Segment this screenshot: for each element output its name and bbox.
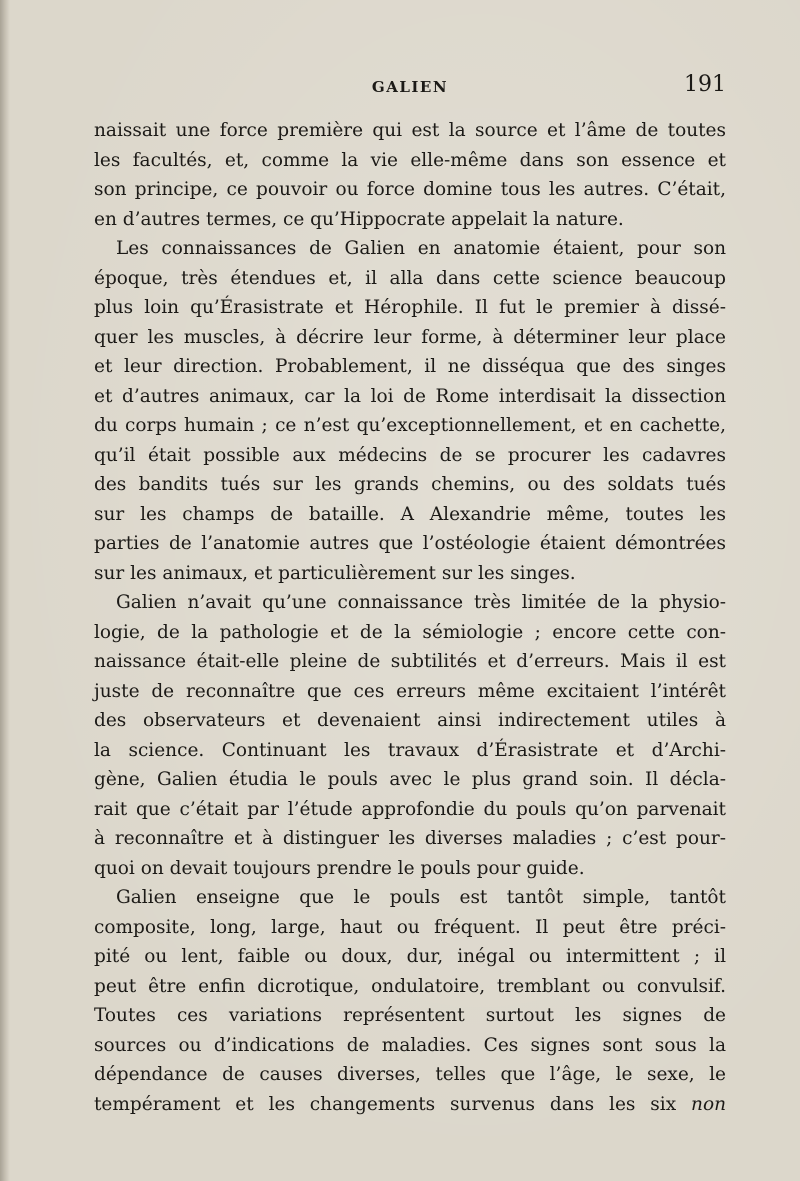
text-line: sur les animaux, et particulièrement sur les singes. <box>94 562 576 584</box>
text-line: et d’autres animaux, car la loi de Rome interdisait la dissection <box>94 385 726 407</box>
text-line: naissance était-elle pleine de subtilités et d’erreurs. Mais il est <box>94 651 726 672</box>
final-line-text: tempérament et les changements survenus dans les six <box>94 1093 677 1115</box>
text-line: Les connaissances de Galien en anatomie étaient, pour son <box>116 238 726 259</box>
text-line: naissait une force première qui est la source et l’âme de toutes <box>94 120 726 141</box>
text-line: époque, très étendues et, il alla dans cette science beaucoup <box>94 267 726 289</box>
text-line: à reconnaître et à distinguer les diverses maladies ; c’est pour- <box>94 828 726 849</box>
text-line: en d’autres termes, ce qu’Hippocrate appelait la nature. <box>94 208 624 230</box>
text-line: juste de reconnaître que ces erreurs même excitaient l’intérêt <box>94 680 726 702</box>
text-line-final <box>94 1090 726 1120</box>
text-line: quoi on devait toujours prendre le pouls pour guide. <box>94 857 585 879</box>
text-line: quer les muscles, à décrire leur forme, à déterminer leur place <box>94 326 726 348</box>
text-line: la science. Continuant les travaux d’Érasistrate et d’Archi- <box>94 739 726 761</box>
body-text <box>94 116 726 1119</box>
text-line: des bandits tués sur les grands chemins, ou des soldats tués <box>94 474 726 495</box>
text-line: Galien enseigne que le pouls est tantôt simple, tantôt <box>116 887 726 908</box>
text-line: rait que c’était par l’étude approfondie du pouls qu’on parvenait <box>94 798 726 820</box>
text-line: sources ou d’indications de maladies. Ces signes sont sous la <box>94 1034 726 1056</box>
text-line: gène, Galien étudia le pouls avec le plus grand soin. Il décla- <box>94 769 726 790</box>
text-line: logie, de la pathologie et de la sémiologie ; encore cette con- <box>94 621 726 643</box>
page-binding-edge <box>0 0 10 1181</box>
text-line: composite, long, large, haut ou fréquent. Il peut être préci- <box>94 916 726 938</box>
page-header <box>94 70 726 104</box>
text-line: plus loin qu’Érasistrate et Hérophile. Il fut le premier à dissé- <box>94 297 726 318</box>
text-line: des observateurs et devenaient ainsi indirectement utiles à <box>94 710 726 731</box>
text-line: Toutes ces variations représentent surtout les signes de <box>94 1005 726 1026</box>
text-line: parties de l’anatomie autres que l’ostéologie étaient démontrées <box>94 533 726 554</box>
text-line: du corps humain ; ce n’est qu’exceptionnellement, et en cachette, <box>94 415 726 436</box>
text-line: sur les champs de bataille. A Alexandrie même, toutes les <box>94 503 726 525</box>
text-line: et leur direction. Probablement, il ne disséqua que des singes <box>94 356 726 377</box>
italic-catchword: non <box>691 1093 726 1115</box>
text-line: peut être enfin dicrotique, ondulatoire, tremblant ou convulsif. <box>94 975 726 997</box>
text-line: qu’il était possible aux médecins de se procurer les cadavres <box>94 444 726 466</box>
text-line: pité ou lent, faible ou doux, dur, inégal ou intermittent ; il <box>94 946 726 967</box>
page-number: 191 <box>684 72 726 97</box>
text-line: les facultés, et, comme la vie elle-même dans son essence et <box>94 149 726 171</box>
text-line: son principe, ce pouvoir ou force domine tous les autres. C’était, <box>94 179 726 200</box>
text-line: Galien n’avait qu’une connaissance très limitée de la physio- <box>116 592 726 613</box>
running-title: GALIEN <box>371 78 449 96</box>
text-line: dépendance de causes diverses, telles que l’âge, le sexe, le <box>94 1064 726 1085</box>
